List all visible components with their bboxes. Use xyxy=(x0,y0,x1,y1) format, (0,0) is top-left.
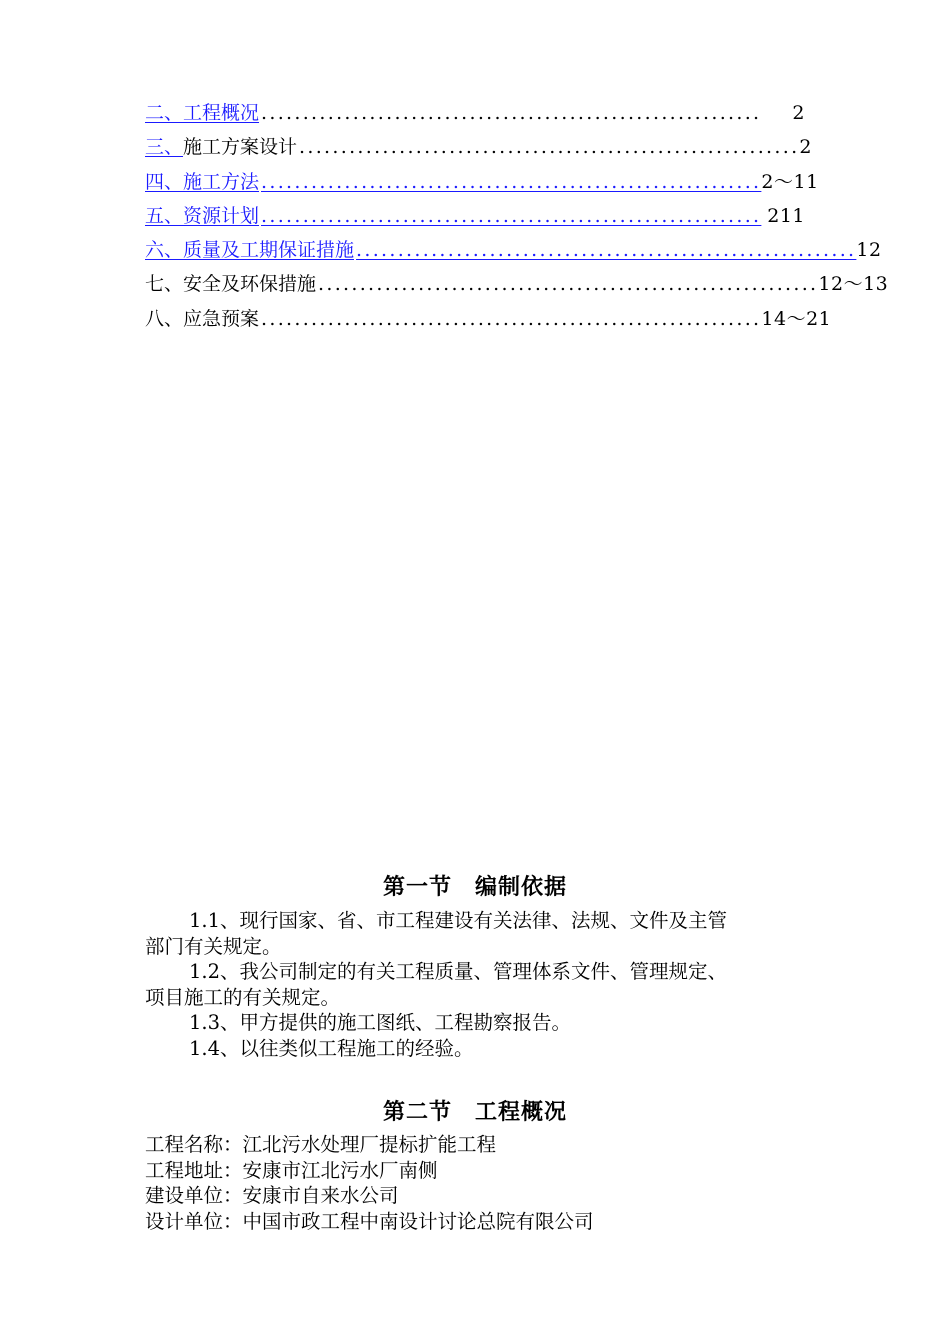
toc-entry-resources[interactable] xyxy=(145,199,805,233)
toc-leader-dots: ............................................................ xyxy=(261,102,762,124)
toc-leader-dots: ............................................................ xyxy=(261,307,762,330)
toc-page-number: 211 xyxy=(767,204,805,227)
toc-entry-title: 施工方案设计 xyxy=(183,136,298,159)
toc-page-number: 2～11 xyxy=(761,170,819,193)
paragraph-line: 1.2、我公司制定的有关工程质量、管理体系文件、管理规定、 xyxy=(189,960,728,983)
toc-entry-title: 七、安全及环保措施 xyxy=(145,273,317,296)
section-2-body xyxy=(145,1132,805,1234)
paragraph-line: 1.3、甲方提供的施工图纸、工程勘察报告。 xyxy=(189,1011,572,1034)
toc-entry-link[interactable]: 六、质量及工期保证措施 xyxy=(145,239,355,262)
toc-entry-emergency xyxy=(145,302,832,336)
toc-entry-title: 八、应急预案 xyxy=(145,307,260,330)
paragraph-line: 部门有关规定。 xyxy=(145,934,282,958)
toc-page-number: 2 xyxy=(792,102,805,124)
toc-page-number: 12 xyxy=(856,239,882,262)
toc-leader-dots[interactable]: ............................................................ xyxy=(356,239,857,262)
project-name-line: 工程名称：江北污水处理厂提标扩能工程 xyxy=(145,1133,497,1156)
toc-entry-methods[interactable] xyxy=(145,165,819,199)
paragraph-line: 项目施工的有关规定。 xyxy=(145,985,341,1009)
section-2-title: 第二节 工程概况 xyxy=(382,1100,567,1125)
toc-page-number: 12～13 xyxy=(818,273,889,296)
owner-line: 建设单位：安康市自来水公司 xyxy=(145,1184,399,1207)
project-address-line: 工程地址：安康市江北污水厂南侧 xyxy=(145,1158,438,1182)
toc-entry-safety xyxy=(145,267,889,301)
section-1-title: 第一节 编制依据 xyxy=(382,875,567,900)
toc-leader-dots: ............................................................ xyxy=(318,273,819,296)
toc-entry-link[interactable]: 二、工程概况 xyxy=(145,102,260,124)
toc-entry-link[interactable]: 五、资源计划 xyxy=(145,204,260,227)
toc-entry-design[interactable] xyxy=(145,130,812,164)
toc-leader-dots: ............................................................ xyxy=(299,136,800,159)
designer-line: 设计单位：中国市政工程中南设计讨论总院有限公司 xyxy=(145,1209,594,1233)
toc-entry-quality[interactable] xyxy=(145,233,882,267)
toc-entry-overview[interactable] xyxy=(145,96,805,130)
toc-leader-dots[interactable]: ............................................................ xyxy=(261,204,762,227)
table-of-contents xyxy=(145,96,889,336)
section-1-body xyxy=(145,908,805,1061)
paragraph-line: 1.4、以往类似工程施工的经验。 xyxy=(189,1036,474,1060)
toc-leader-dots[interactable]: ............................................................ xyxy=(261,170,762,193)
toc-page-number: 2 xyxy=(799,136,812,159)
toc-page-number: 14～21 xyxy=(761,307,832,330)
toc-entry-link[interactable]: 三、 xyxy=(145,136,184,159)
toc-entry-link[interactable]: 四、施工方法 xyxy=(145,170,260,193)
paragraph-line: 1.1、现行国家、省、市工程建设有关法律、法规、文件及主管 xyxy=(189,909,728,932)
